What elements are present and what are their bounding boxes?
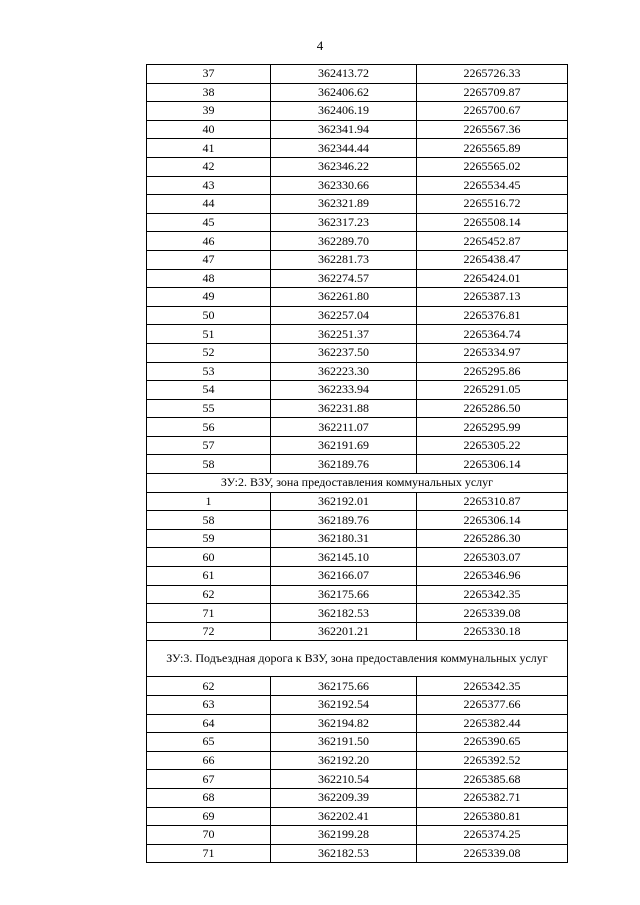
point-number-cell: 69	[147, 807, 271, 826]
y-coordinate-cell: 2265392.52	[417, 751, 568, 770]
point-number-cell: 46	[147, 232, 271, 251]
x-coordinate-cell: 362175.66	[271, 677, 417, 696]
y-coordinate-cell: 2265342.35	[417, 585, 568, 604]
table-row	[147, 529, 568, 548]
page-number: 4	[316, 38, 324, 53]
point-number-cell: 51	[147, 325, 271, 344]
y-coordinate-cell: 2265305.22	[417, 436, 568, 455]
x-coordinate-cell: 362344.44	[271, 139, 417, 158]
point-number-cell: 55	[147, 399, 271, 418]
table-row	[147, 157, 568, 176]
table-row	[147, 770, 568, 789]
point-number-cell: 49	[147, 288, 271, 307]
point-number-cell: 60	[147, 548, 271, 567]
x-coordinate-cell: 362261.80	[271, 288, 417, 307]
y-coordinate-cell: 2265382.71	[417, 788, 568, 807]
y-coordinate-cell: 2265306.14	[417, 511, 568, 530]
x-coordinate-cell: 362257.04	[271, 306, 417, 325]
point-number-cell: 72	[147, 622, 271, 641]
y-coordinate-cell: 2265700.67	[417, 102, 568, 121]
x-coordinate-cell: 362191.50	[271, 733, 417, 752]
point-number-cell: 65	[147, 733, 271, 752]
table-row	[147, 844, 568, 863]
point-number-cell: 40	[147, 120, 271, 139]
x-coordinate-cell: 362182.53	[271, 844, 417, 863]
y-coordinate-cell: 2265516.72	[417, 195, 568, 214]
y-coordinate-cell: 2265438.47	[417, 250, 568, 269]
table-row	[147, 733, 568, 752]
coordinates-table-body	[147, 65, 568, 863]
x-coordinate-cell: 362194.82	[271, 714, 417, 733]
table-row	[147, 120, 568, 139]
table-row	[147, 399, 568, 418]
point-number-cell: 61	[147, 567, 271, 586]
x-coordinate-cell: 362406.62	[271, 83, 417, 102]
y-coordinate-cell: 2265387.13	[417, 288, 568, 307]
point-number-cell: 62	[147, 677, 271, 696]
point-number-cell: 1	[147, 492, 271, 511]
x-coordinate-cell: 362191.69	[271, 436, 417, 455]
y-coordinate-cell: 2265334.97	[417, 343, 568, 362]
table-row	[147, 677, 568, 696]
x-coordinate-cell: 362317.23	[271, 213, 417, 232]
table-row	[147, 65, 568, 84]
table-row	[147, 418, 568, 437]
y-coordinate-cell: 2265286.50	[417, 399, 568, 418]
point-number-cell: 66	[147, 751, 271, 770]
y-coordinate-cell: 2265382.44	[417, 714, 568, 733]
table-row	[147, 696, 568, 715]
y-coordinate-cell: 2265376.81	[417, 306, 568, 325]
table-row	[147, 102, 568, 121]
point-number-cell: 62	[147, 585, 271, 604]
point-number-cell: 68	[147, 788, 271, 807]
table-row	[147, 455, 568, 474]
coordinates-table	[146, 64, 568, 863]
table-row	[147, 83, 568, 102]
table-row	[147, 139, 568, 158]
table-row	[147, 492, 568, 511]
y-coordinate-cell: 2265709.87	[417, 83, 568, 102]
table-row	[147, 250, 568, 269]
x-coordinate-cell: 362199.28	[271, 826, 417, 845]
point-number-cell: 71	[147, 844, 271, 863]
point-number-cell: 43	[147, 176, 271, 195]
point-number-cell: 56	[147, 418, 271, 437]
table-row	[147, 567, 568, 586]
y-coordinate-cell: 2265565.89	[417, 139, 568, 158]
point-number-cell: 41	[147, 139, 271, 158]
x-coordinate-cell: 362189.76	[271, 455, 417, 474]
y-coordinate-cell: 2265567.36	[417, 120, 568, 139]
x-coordinate-cell: 362251.37	[271, 325, 417, 344]
y-coordinate-cell: 2265385.68	[417, 770, 568, 789]
point-number-cell: 54	[147, 381, 271, 400]
point-number-cell: 48	[147, 269, 271, 288]
y-coordinate-cell: 2265346.96	[417, 567, 568, 586]
point-number-cell: 47	[147, 250, 271, 269]
section-header-row	[147, 474, 568, 493]
y-coordinate-cell: 2265339.08	[417, 844, 568, 863]
point-number-cell: 38	[147, 83, 271, 102]
point-number-cell: 58	[147, 511, 271, 530]
y-coordinate-cell: 2265534.45	[417, 176, 568, 195]
table-row	[147, 826, 568, 845]
x-coordinate-cell: 362180.31	[271, 529, 417, 548]
x-coordinate-cell: 362341.94	[271, 120, 417, 139]
x-coordinate-cell: 362201.21	[271, 622, 417, 641]
point-number-cell: 63	[147, 696, 271, 715]
point-number-cell: 39	[147, 102, 271, 121]
y-coordinate-cell: 2265726.33	[417, 65, 568, 84]
table-row	[147, 325, 568, 344]
point-number-cell: 52	[147, 343, 271, 362]
x-coordinate-cell: 362166.07	[271, 567, 417, 586]
y-coordinate-cell: 2265565.02	[417, 157, 568, 176]
table-row	[147, 232, 568, 251]
x-coordinate-cell: 362346.22	[271, 157, 417, 176]
section-header-row	[147, 641, 568, 677]
y-coordinate-cell: 2265508.14	[417, 213, 568, 232]
table-row	[147, 604, 568, 623]
table-row	[147, 585, 568, 604]
y-coordinate-cell: 2265291.05	[417, 381, 568, 400]
x-coordinate-cell: 362189.76	[271, 511, 417, 530]
table-row	[147, 176, 568, 195]
x-coordinate-cell: 362237.50	[271, 343, 417, 362]
table-row	[147, 269, 568, 288]
x-coordinate-cell: 362289.70	[271, 232, 417, 251]
point-number-cell: 71	[147, 604, 271, 623]
point-number-cell: 57	[147, 436, 271, 455]
point-number-cell: 45	[147, 213, 271, 232]
x-coordinate-cell: 362175.66	[271, 585, 417, 604]
point-number-cell: 58	[147, 455, 271, 474]
x-coordinate-cell: 362145.10	[271, 548, 417, 567]
x-coordinate-cell: 362182.53	[271, 604, 417, 623]
x-coordinate-cell: 362274.57	[271, 269, 417, 288]
x-coordinate-cell: 362209.39	[271, 788, 417, 807]
table-row	[147, 714, 568, 733]
table-row	[147, 788, 568, 807]
x-coordinate-cell: 362231.88	[271, 399, 417, 418]
y-coordinate-cell: 2265364.74	[417, 325, 568, 344]
section-title: ЗУ:3. Подъездная дорога к ВЗУ, зона предоставления коммунальных услуг	[147, 641, 568, 677]
y-coordinate-cell: 2265295.99	[417, 418, 568, 437]
y-coordinate-cell: 2265306.14	[417, 455, 568, 474]
table-row	[147, 548, 568, 567]
section-title: ЗУ:2. ВЗУ, зона предоставления коммунальных услуг	[147, 474, 568, 493]
table-row	[147, 306, 568, 325]
y-coordinate-cell: 2265310.87	[417, 492, 568, 511]
point-number-cell: 70	[147, 826, 271, 845]
x-coordinate-cell: 362192.01	[271, 492, 417, 511]
table-row	[147, 362, 568, 381]
point-number-cell: 64	[147, 714, 271, 733]
y-coordinate-cell: 2265452.87	[417, 232, 568, 251]
x-coordinate-cell: 362413.72	[271, 65, 417, 84]
point-number-cell: 42	[147, 157, 271, 176]
y-coordinate-cell: 2265339.08	[417, 604, 568, 623]
table-row	[147, 807, 568, 826]
y-coordinate-cell: 2265374.25	[417, 826, 568, 845]
point-number-cell: 44	[147, 195, 271, 214]
point-number-cell: 53	[147, 362, 271, 381]
x-coordinate-cell: 362211.07	[271, 418, 417, 437]
table-row	[147, 343, 568, 362]
y-coordinate-cell: 2265390.65	[417, 733, 568, 752]
y-coordinate-cell: 2265424.01	[417, 269, 568, 288]
x-coordinate-cell: 362321.89	[271, 195, 417, 214]
table-row	[147, 213, 568, 232]
x-coordinate-cell: 362223.30	[271, 362, 417, 381]
y-coordinate-cell: 2265377.66	[417, 696, 568, 715]
y-coordinate-cell: 2265330.18	[417, 622, 568, 641]
table-row	[147, 622, 568, 641]
x-coordinate-cell: 362202.41	[271, 807, 417, 826]
point-number-cell: 37	[147, 65, 271, 84]
x-coordinate-cell: 362210.54	[271, 770, 417, 789]
y-coordinate-cell: 2265303.07	[417, 548, 568, 567]
table-row	[147, 381, 568, 400]
x-coordinate-cell: 362192.54	[271, 696, 417, 715]
x-coordinate-cell: 362233.94	[271, 381, 417, 400]
table-row	[147, 436, 568, 455]
x-coordinate-cell: 362406.19	[271, 102, 417, 121]
x-coordinate-cell: 362330.66	[271, 176, 417, 195]
x-coordinate-cell: 362281.73	[271, 250, 417, 269]
y-coordinate-cell: 2265295.86	[417, 362, 568, 381]
y-coordinate-cell: 2265342.35	[417, 677, 568, 696]
x-coordinate-cell: 362192.20	[271, 751, 417, 770]
y-coordinate-cell: 2265380.81	[417, 807, 568, 826]
point-number-cell: 50	[147, 306, 271, 325]
y-coordinate-cell: 2265286.30	[417, 529, 568, 548]
point-number-cell: 59	[147, 529, 271, 548]
table-row	[147, 288, 568, 307]
table-row	[147, 511, 568, 530]
table-row	[147, 195, 568, 214]
point-number-cell: 67	[147, 770, 271, 789]
table-row	[147, 751, 568, 770]
